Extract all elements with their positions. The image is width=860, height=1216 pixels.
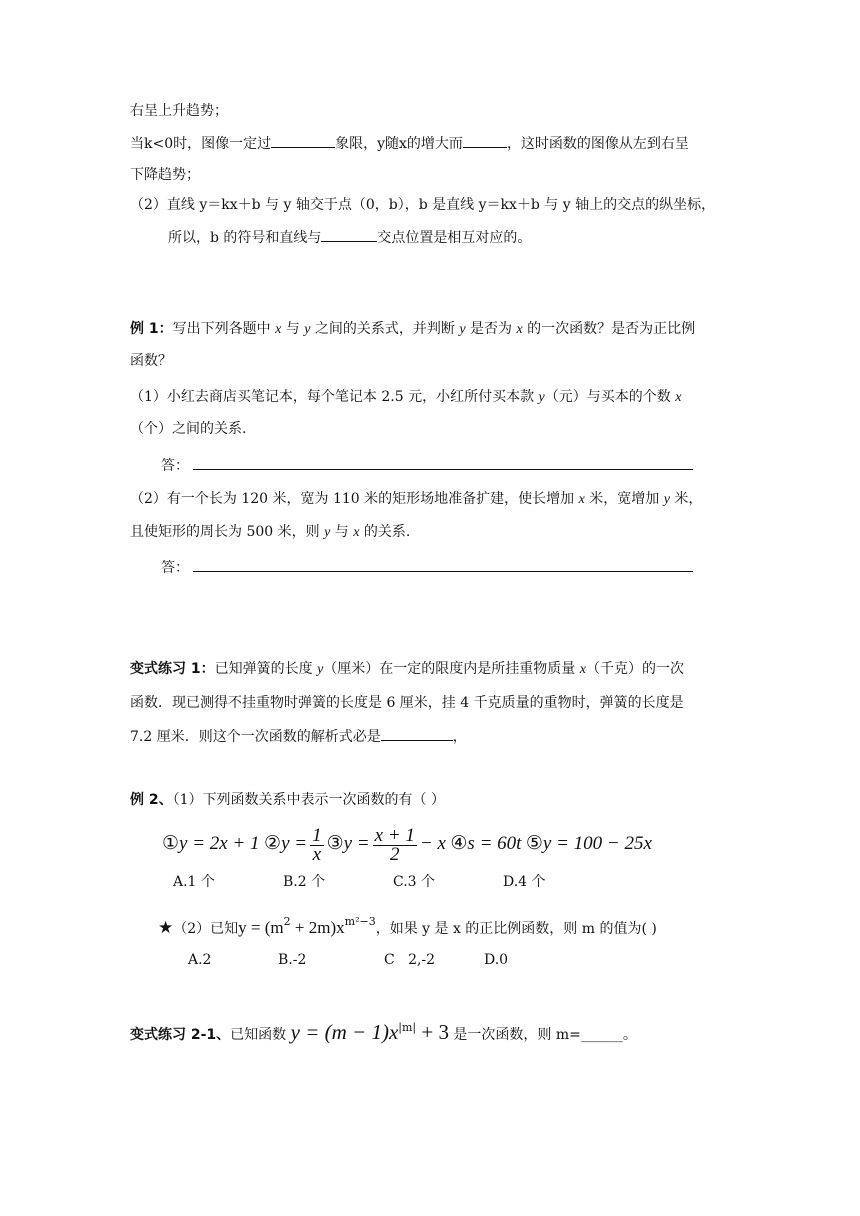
option-b: B.-2 — [278, 952, 307, 968]
option-a: A.2 — [188, 952, 212, 968]
practice1-line-3: 7.2 厘米．则这个一次函数的解析式必是 ， — [130, 726, 467, 747]
intro-line-3: 下降趋势； — [130, 167, 200, 183]
option-d: D.0 — [484, 952, 509, 968]
option-d: D.4 个 — [503, 874, 546, 890]
answer-line: 答： — [161, 557, 693, 578]
example1-q1-line-2: （个）之间的关系. — [130, 421, 247, 437]
practice1-line-2: 函数．现已测得不挂重物时弹簧的长度是 6 厘米，挂 4 千克质量的重物时，弹簧的长度是 — [130, 695, 684, 711]
blank — [381, 726, 453, 741]
option-b: B.2 个 — [283, 874, 326, 890]
intro-line-5: 所以，b 的符号和直线与 交点位置是相互对应的。 — [168, 227, 531, 248]
blank — [321, 227, 377, 242]
option-a: A.1 个 — [173, 874, 215, 890]
practice2-line: 变式练习 2-1、已知函数 $y = (m - 1)x^{|m|} + 3$ 是一次函数，则 m=______。 — [130, 1020, 637, 1044]
example1-line-1: 例 1：写出下列各题中 x 与 y 之间的关系式，并判断 y 是否为 x 的一次函数？是否为正比例 — [130, 321, 696, 337]
options-1 — [173, 872, 583, 892]
example2-q2: ★（2）已知$y = (m^2 + 2m)x^{m^2-3}$，如果 y 是 x 的正比例函数，则 m 的值为( ) — [158, 915, 657, 938]
fraction: $\frac{x + 1}{2}$ — [374, 824, 415, 865]
example2-q1: 例 2、（1）下列函数关系中表示一次函数的有（ ） — [130, 792, 445, 808]
function-list: ①y = 2x + 1 ②y = $\frac{1}{x}$ ③y = $\frac{x + 1}{2}$ − x ④s = 60t ⑤y = 100 − 25x — [162, 824, 652, 865]
blank — [271, 133, 335, 148]
intro-line-4: （2）直线 y＝kx＋b 与 y 轴交于点（0，b），b 是直线 y＝kx＋b 与 y 轴上的交点的纵坐标， — [130, 197, 716, 213]
practice1-line-1: 变式练习 1：已知弹簧的长度 y（厘米）在一定的限度内是所挂重物质量 x（千克）的一次 — [130, 661, 684, 677]
intro-line-1: 右呈上升趋势； — [130, 103, 228, 119]
options-2 — [188, 950, 544, 970]
example1-q2-line-2: 且使矩形的周长为 500 米，则 y 与 x 的关系. — [130, 524, 411, 540]
blank — [463, 133, 507, 148]
star-icon: ★ — [158, 918, 174, 938]
option-c: C.3 个 — [393, 874, 436, 890]
intro-line-2: 当k<0时，图像一定过 象限，y随x的增大而 ，这时函数的图像从左到右呈 — [130, 133, 689, 154]
option-c: C 2,-2 — [384, 952, 436, 968]
answer-line: 答： — [161, 455, 693, 476]
example1-q2: （2）有一个长为 120 米，宽为 110 米的矩形场地准备扩建，使长增加 x 米，宽增加 y 米， — [130, 491, 703, 507]
fraction: $\frac{1}{x}$ — [312, 824, 322, 865]
example1-line-2: 函数？ — [130, 353, 172, 369]
example1-q1: （1）小红去商店买笔记本，每个笔记本 2.5 元，小红所付买本款 y（元）与买本的个数 x — [130, 389, 682, 405]
